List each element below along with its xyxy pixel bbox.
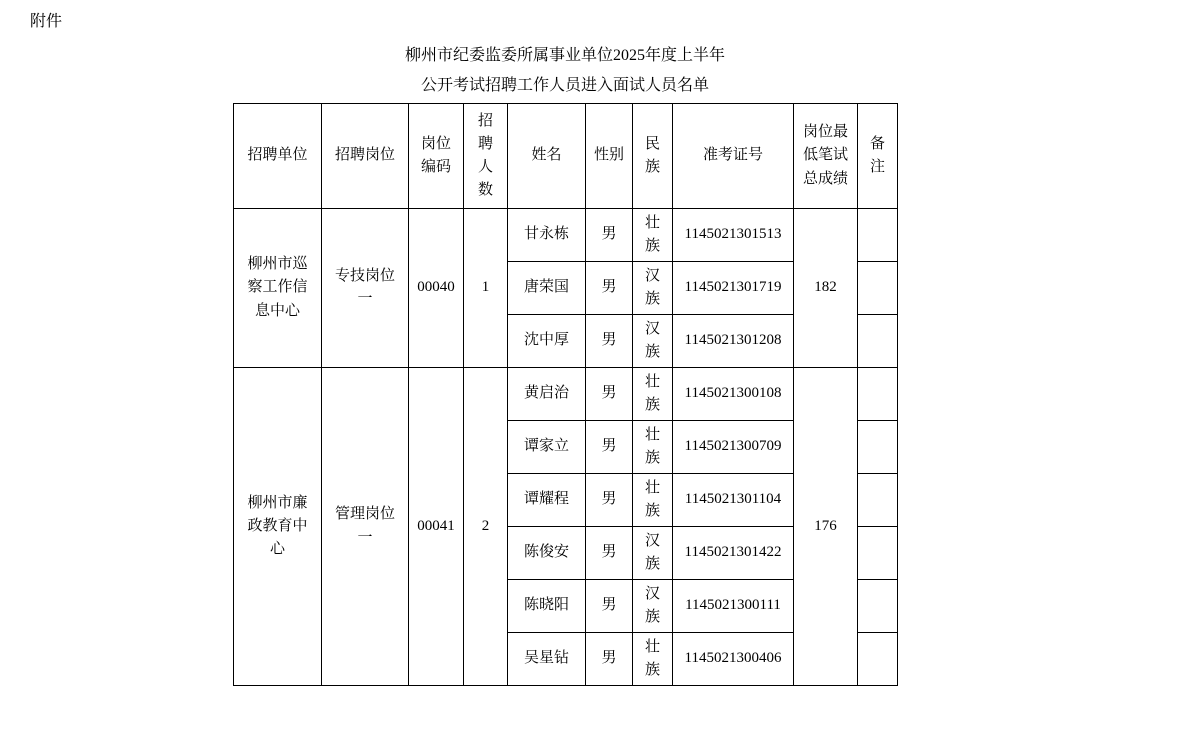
ethnicity-cell	[633, 633, 673, 686]
ethnicity-cell	[633, 209, 673, 262]
interview-candidates-table	[233, 103, 898, 686]
ethnicity-cell	[633, 421, 673, 474]
header-min-score-text: 岗位最低笔试总成绩	[802, 124, 848, 187]
unit-cell-text: 柳州市巡察工作信息中心	[247, 256, 308, 319]
name-cell: 黄启治	[508, 368, 586, 421]
ethnicity-cell	[633, 315, 673, 368]
ethnicity-cell	[633, 368, 673, 421]
name-cell: 谭耀程	[508, 474, 586, 527]
gender-cell: 男	[586, 633, 633, 686]
ethnicity-cell-text: 壮族	[644, 479, 660, 519]
header-min-score	[794, 104, 858, 209]
header-gender: 性别	[586, 104, 633, 209]
post-cell	[322, 209, 409, 368]
gender-cell: 男	[586, 368, 633, 421]
header-ethnicity	[633, 104, 673, 209]
header-recruit-count-text: 招聘人数	[477, 112, 493, 199]
post-cell	[322, 368, 409, 686]
gender-cell: 男	[586, 527, 633, 580]
name-cell: 唐荣国	[508, 262, 586, 315]
name-cell: 甘永栋	[508, 209, 586, 262]
name-cell: 沈中厚	[508, 315, 586, 368]
ethnicity-cell	[633, 474, 673, 527]
remark-cell	[858, 580, 898, 633]
header-name: 姓名	[508, 104, 586, 209]
document-title-line2: 公开考试招聘工作人员进入面试人员名单	[420, 77, 709, 94]
gender-cell: 男	[586, 421, 633, 474]
attachment-label: 附件	[30, 13, 63, 30]
ticket-number-cell: 1145021301208	[673, 315, 794, 368]
ticket-number-cell: 1145021301422	[673, 527, 794, 580]
unit-cell	[234, 368, 322, 686]
ethnicity-cell-text: 汉族	[644, 532, 660, 572]
header-unit: 招聘单位	[234, 104, 322, 209]
ethnicity-cell-text: 壮族	[644, 214, 660, 254]
ethnicity-cell-text: 汉族	[644, 585, 660, 625]
name-cell: 谭家立	[508, 421, 586, 474]
header-post: 招聘岗位	[322, 104, 409, 209]
remark-cell	[858, 633, 898, 686]
ethnicity-cell	[633, 527, 673, 580]
candidate-row	[234, 368, 898, 421]
ethnicity-cell	[633, 262, 673, 315]
header-ethnicity-text: 民族	[644, 135, 660, 175]
post-code-cell: 00040	[409, 209, 464, 368]
ethnicity-cell-text: 壮族	[644, 373, 660, 413]
name-cell: 吴星钻	[508, 633, 586, 686]
min-score-cell: 176	[794, 368, 858, 686]
remark-cell	[858, 474, 898, 527]
post-cell-text: 管理岗位一	[334, 506, 395, 546]
document-title-line1: 柳州市纪委监委所属事业单位2025年度上半年	[404, 47, 725, 64]
min-score-cell: 182	[794, 209, 858, 368]
ticket-number-cell: 1145021300111	[673, 580, 794, 633]
ethnicity-cell-text: 汉族	[644, 320, 660, 360]
unit-cell	[234, 209, 322, 368]
ethnicity-cell	[633, 580, 673, 633]
name-cell: 陈晓阳	[508, 580, 586, 633]
recruit-count-cell: 1	[464, 209, 508, 368]
post-code-cell: 00041	[409, 368, 464, 686]
ethnicity-cell-text: 壮族	[644, 638, 660, 678]
remark-cell	[858, 421, 898, 474]
gender-cell: 男	[586, 209, 633, 262]
header-post-code	[409, 104, 464, 209]
header-ticket-number: 准考证号	[673, 104, 794, 209]
table-body	[234, 209, 898, 686]
remark-cell	[858, 262, 898, 315]
unit-cell-text: 柳州市廉政教育中心	[247, 494, 308, 558]
ticket-number-cell: 1145021301104	[673, 474, 794, 527]
recruit-count-cell: 2	[464, 368, 508, 686]
table-header	[234, 104, 898, 209]
ticket-number-cell: 1145021300709	[673, 421, 794, 474]
ethnicity-cell-text: 汉族	[644, 267, 660, 307]
ethnicity-cell-text: 壮族	[644, 426, 660, 466]
gender-cell: 男	[586, 474, 633, 527]
remark-cell	[858, 368, 898, 421]
gender-cell: 男	[586, 580, 633, 633]
candidate-row	[234, 209, 898, 262]
header-remark-text: 备注	[869, 135, 885, 175]
header-recruit-count	[464, 104, 508, 209]
remark-cell	[858, 527, 898, 580]
ticket-number-cell: 1145021301513	[673, 209, 794, 262]
header-remark	[858, 104, 898, 209]
post-cell-text: 专技岗位一	[334, 267, 395, 307]
ticket-number-cell: 1145021300108	[673, 368, 794, 421]
gender-cell: 男	[586, 315, 633, 368]
ticket-number-cell: 1145021301719	[673, 262, 794, 315]
gender-cell: 男	[586, 262, 633, 315]
ticket-number-cell: 1145021300406	[673, 633, 794, 686]
remark-cell	[858, 315, 898, 368]
remark-cell	[858, 209, 898, 262]
header-post-code-text: 岗位编码	[420, 135, 451, 175]
header-row	[234, 104, 898, 209]
name-cell: 陈俊安	[508, 527, 586, 580]
